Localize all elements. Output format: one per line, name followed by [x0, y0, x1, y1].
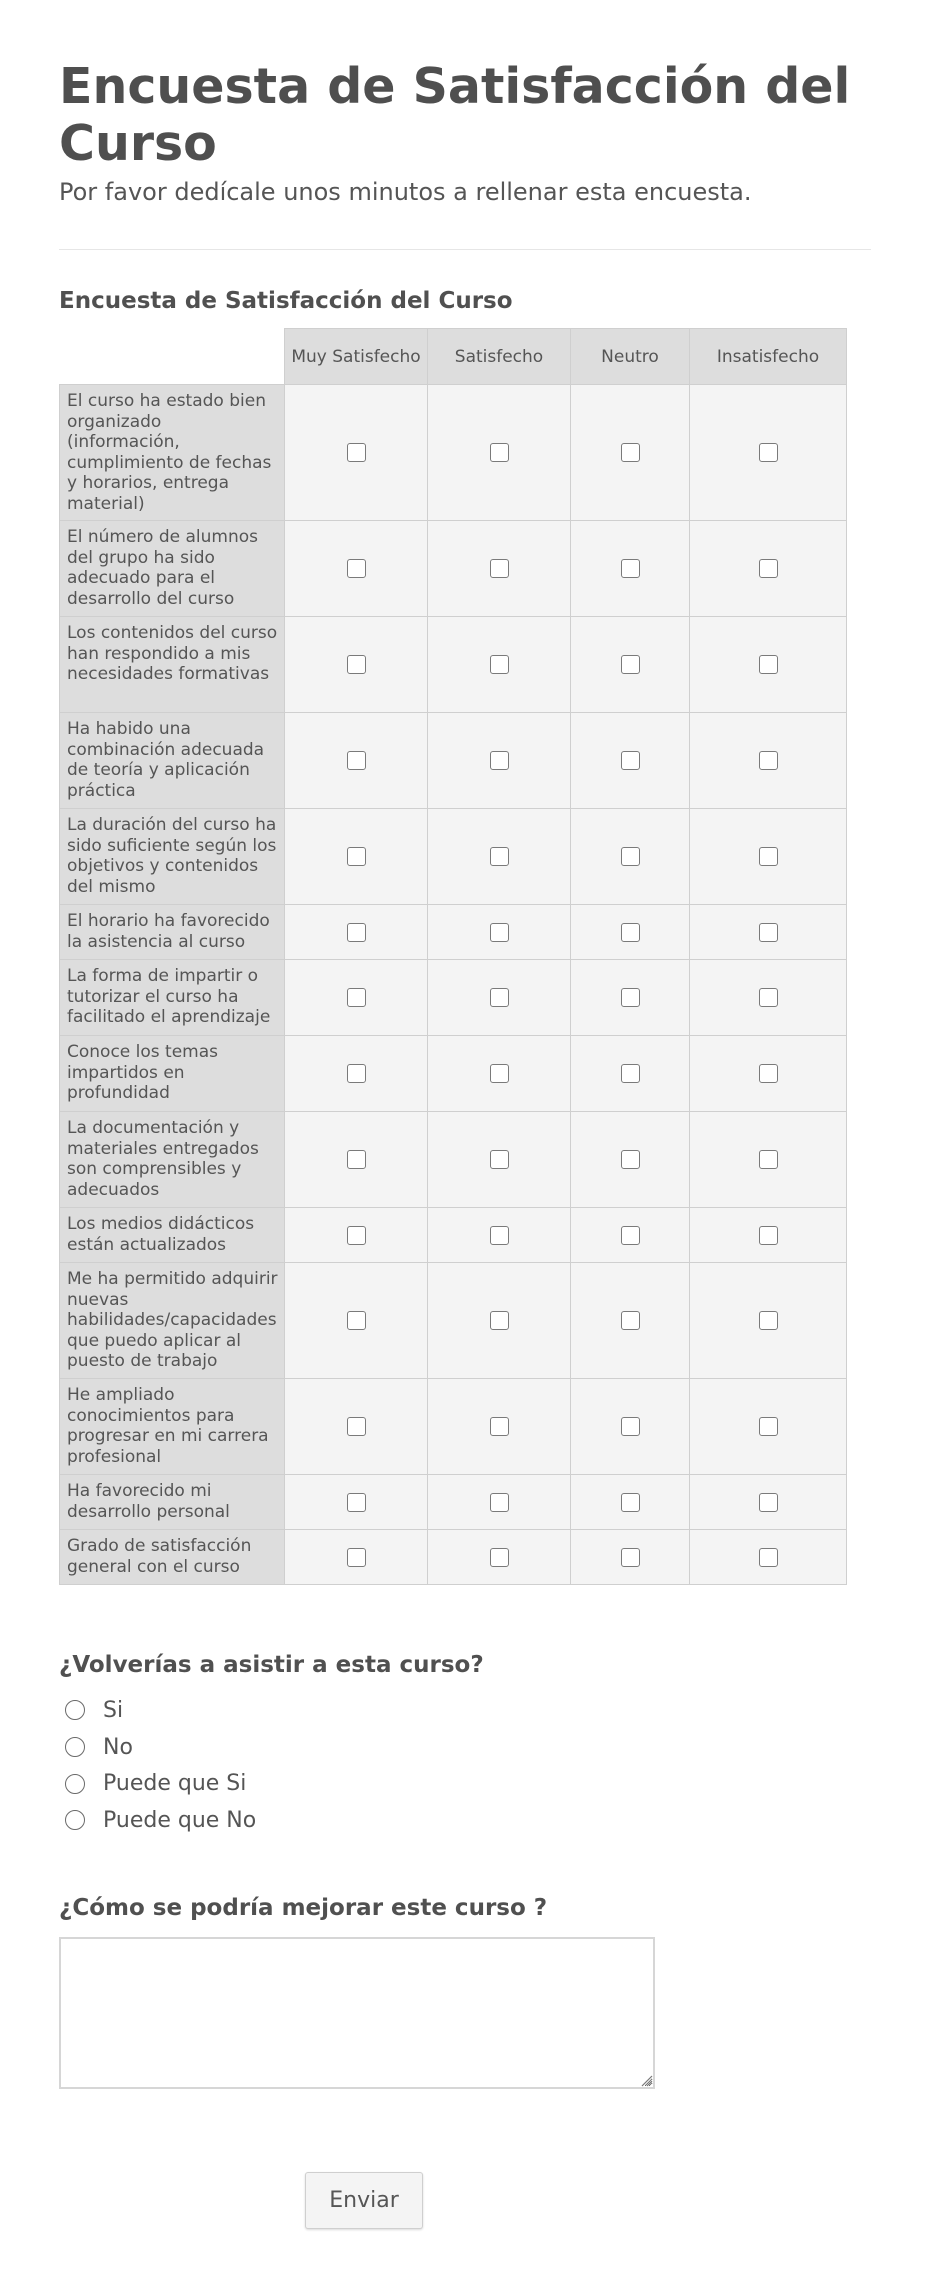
- matrix-column-header: Satisfecho: [428, 329, 571, 385]
- matrix-cell: [690, 1112, 847, 1208]
- matrix-cell: [285, 1112, 428, 1208]
- radio-button[interactable]: [65, 1774, 85, 1794]
- matrix-row: [60, 1530, 847, 1585]
- matrix-cell: [285, 385, 428, 521]
- radio-option-label: Puede que Si: [103, 1771, 247, 1797]
- matrix-cell: [571, 617, 690, 713]
- matrix-row-label: La documentación y materiales entregados son comprensibles y adecuados: [60, 1112, 285, 1208]
- matrix-checkbox[interactable]: [490, 443, 509, 462]
- matrix-cell: [428, 1379, 571, 1475]
- satisfaction-matrix: [59, 328, 847, 1585]
- matrix-checkbox[interactable]: [759, 847, 778, 866]
- matrix-cell: [571, 1475, 690, 1530]
- matrix-cell: [285, 1263, 428, 1379]
- matrix-checkbox[interactable]: [347, 847, 366, 866]
- matrix-checkbox[interactable]: [759, 751, 778, 770]
- matrix-cell: [428, 1475, 571, 1530]
- matrix-row-label: He ampliado conocimientos para progresar en mi carrera profesional: [60, 1379, 285, 1475]
- matrix-checkbox[interactable]: [759, 1226, 778, 1245]
- radio-option-label: Puede que No: [103, 1807, 257, 1833]
- matrix-checkbox[interactable]: [621, 923, 640, 942]
- matrix-cell: [571, 1208, 690, 1263]
- matrix-cell: [428, 1036, 571, 1112]
- matrix-cell: [428, 617, 571, 713]
- matrix-cell: [285, 960, 428, 1036]
- matrix-checkbox[interactable]: [759, 1150, 778, 1169]
- matrix-row: [60, 1112, 847, 1208]
- matrix-checkbox[interactable]: [621, 847, 640, 866]
- matrix-checkbox[interactable]: [621, 1417, 640, 1436]
- matrix-row: [60, 905, 847, 960]
- matrix-checkbox[interactable]: [759, 559, 778, 578]
- matrix-checkbox[interactable]: [621, 655, 640, 674]
- matrix-checkbox[interactable]: [759, 1417, 778, 1436]
- radio-option-label: Si: [103, 1697, 124, 1723]
- matrix-checkbox[interactable]: [490, 1311, 509, 1330]
- matrix-cell: [690, 1036, 847, 1112]
- matrix-row-label: Ha habido una combinación adecuada de teoría y aplicación práctica: [60, 713, 285, 809]
- matrix-checkbox[interactable]: [490, 1493, 509, 1512]
- matrix-row: [60, 713, 847, 809]
- matrix-checkbox[interactable]: [759, 1493, 778, 1512]
- matrix-body: [60, 385, 847, 1585]
- matrix-cell: [690, 713, 847, 809]
- matrix-cell: [285, 1208, 428, 1263]
- matrix-cell: [571, 521, 690, 617]
- matrix-checkbox[interactable]: [490, 1064, 509, 1083]
- matrix-cell: [285, 1036, 428, 1112]
- matrix-cell: [690, 385, 847, 521]
- matrix-row: [60, 809, 847, 905]
- matrix-row: [60, 617, 847, 713]
- matrix-cell: [571, 809, 690, 905]
- matrix-cell: [571, 1263, 690, 1379]
- matrix-cell: [285, 1379, 428, 1475]
- matrix-checkbox[interactable]: [759, 988, 778, 1007]
- radio-option[interactable]: [65, 1802, 256, 1839]
- matrix-row: [60, 385, 847, 521]
- matrix-checkbox[interactable]: [621, 988, 640, 1007]
- matrix-row-label: Ha favorecido mi desarrollo personal: [60, 1475, 285, 1530]
- matrix-cell: [428, 1263, 571, 1379]
- matrix-cell: [690, 1530, 847, 1585]
- matrix-cell: [285, 905, 428, 960]
- matrix-cell: [571, 713, 690, 809]
- submit-button[interactable]: Enviar: [305, 2172, 423, 2229]
- matrix-checkbox[interactable]: [621, 1064, 640, 1083]
- matrix-cell: [690, 960, 847, 1036]
- matrix-cell: [428, 1530, 571, 1585]
- matrix-checkbox[interactable]: [347, 1493, 366, 1512]
- matrix-cell: [428, 905, 571, 960]
- matrix-cell: [285, 809, 428, 905]
- matrix-checkbox[interactable]: [621, 1311, 640, 1330]
- matrix-checkbox[interactable]: [621, 443, 640, 462]
- radio-option-label: No: [103, 1734, 133, 1760]
- matrix-checkbox[interactable]: [347, 655, 366, 674]
- matrix-cell: [690, 1475, 847, 1530]
- matrix-cell: [690, 617, 847, 713]
- matrix-cell: [285, 1530, 428, 1585]
- radio-button[interactable]: [65, 1810, 85, 1830]
- radio-option[interactable]: [65, 1692, 256, 1729]
- matrix-checkbox[interactable]: [490, 847, 509, 866]
- matrix-column-header: Neutro: [571, 329, 690, 385]
- matrix-checkbox[interactable]: [759, 443, 778, 462]
- matrix-row: [60, 521, 847, 617]
- matrix-row: [60, 1379, 847, 1475]
- matrix-cell: [571, 905, 690, 960]
- matrix-cell: [571, 1112, 690, 1208]
- radio-option[interactable]: [65, 1729, 256, 1766]
- improve-course-textarea[interactable]: [59, 1937, 655, 2089]
- matrix-row-label: La forma de impartir o tutorizar el curso ha facilitado el aprendizaje: [60, 960, 285, 1036]
- matrix-checkbox[interactable]: [347, 1311, 366, 1330]
- matrix-cell: [690, 1208, 847, 1263]
- header-divider: [59, 249, 871, 250]
- matrix-cell: [571, 1530, 690, 1585]
- matrix-checkbox[interactable]: [347, 1226, 366, 1245]
- matrix-row-label: El número de alumnos del grupo ha sido adecuado para el desarrollo del curso: [60, 521, 285, 617]
- matrix-checkbox[interactable]: [347, 559, 366, 578]
- matrix-row: [60, 960, 847, 1036]
- matrix-checkbox[interactable]: [621, 1493, 640, 1512]
- matrix-row-label: Conoce los temas impartidos en profundidad: [60, 1036, 285, 1112]
- radio-option[interactable]: [65, 1765, 256, 1802]
- matrix-checkbox[interactable]: [759, 1064, 778, 1083]
- matrix-checkbox[interactable]: [490, 923, 509, 942]
- attend-again-radio-group: [65, 1692, 256, 1839]
- matrix-checkbox[interactable]: [759, 655, 778, 674]
- matrix-checkbox[interactable]: [490, 1417, 509, 1436]
- matrix-cell: [690, 1263, 847, 1379]
- matrix-checkbox[interactable]: [490, 1226, 509, 1245]
- matrix-corner-cell: [60, 329, 285, 385]
- page-subtitle: Por favor dedícale unos minutos a rellenar esta encuesta.: [59, 178, 752, 206]
- matrix-checkbox[interactable]: [347, 988, 366, 1007]
- matrix-question-label: Encuesta de Satisfacción del Curso: [59, 288, 513, 314]
- matrix-row: [60, 1036, 847, 1112]
- matrix-cell: [428, 1208, 571, 1263]
- matrix-column-header: Muy Satisfecho: [285, 329, 428, 385]
- matrix-checkbox[interactable]: [347, 1417, 366, 1436]
- matrix-checkbox[interactable]: [759, 1311, 778, 1330]
- matrix-cell: [428, 385, 571, 521]
- matrix-checkbox[interactable]: [347, 443, 366, 462]
- matrix-checkbox[interactable]: [490, 1150, 509, 1169]
- matrix-checkbox[interactable]: [621, 751, 640, 770]
- attend-again-label: ¿Volverías a asistir a esta curso?: [59, 1652, 484, 1678]
- improve-course-label: ¿Cómo se podría mejorar este curso ?: [59, 1895, 548, 1921]
- matrix-row-label: Grado de satisfacción general con el curso: [60, 1530, 285, 1585]
- matrix-checkbox[interactable]: [490, 751, 509, 770]
- matrix-checkbox[interactable]: [759, 923, 778, 942]
- matrix-row-label: El curso ha estado bien organizado (información, cumplimiento de fechas y horarios, entrega material): [60, 385, 285, 521]
- matrix-cell: [690, 905, 847, 960]
- matrix-checkbox[interactable]: [347, 1548, 366, 1567]
- page-title: Encuesta de Satisfacción del Curso: [59, 58, 851, 172]
- matrix-row-label: El horario ha favorecido la asistencia al curso: [60, 905, 285, 960]
- matrix-checkbox[interactable]: [347, 1150, 366, 1169]
- matrix-checkbox[interactable]: [347, 1064, 366, 1083]
- matrix-checkbox[interactable]: [490, 1548, 509, 1567]
- matrix-checkbox[interactable]: [621, 1548, 640, 1567]
- matrix-cell: [285, 521, 428, 617]
- matrix-row: [60, 1475, 847, 1530]
- matrix-cell: [285, 617, 428, 713]
- matrix-cell: [428, 1112, 571, 1208]
- matrix-checkbox[interactable]: [490, 655, 509, 674]
- matrix-column-header: Insatisfecho: [690, 329, 847, 385]
- matrix-cell: [428, 713, 571, 809]
- matrix-cell: [285, 713, 428, 809]
- matrix-cell: [690, 809, 847, 905]
- matrix-cell: [571, 385, 690, 521]
- matrix-cell: [428, 960, 571, 1036]
- radio-button[interactable]: [65, 1737, 85, 1757]
- matrix-row-label: Los medios didácticos están actualizados: [60, 1208, 285, 1263]
- matrix-cell: [690, 1379, 847, 1475]
- matrix-checkbox[interactable]: [490, 988, 509, 1007]
- matrix-row-label: Me ha permitido adquirir nuevas habilidades/capacidades que puedo aplicar al puesto de trabajo: [60, 1263, 285, 1379]
- matrix-cell: [571, 960, 690, 1036]
- matrix-checkbox[interactable]: [347, 751, 366, 770]
- matrix-cell: [571, 1036, 690, 1112]
- matrix-row: [60, 1263, 847, 1379]
- matrix-checkbox[interactable]: [347, 923, 366, 942]
- matrix-cell: [428, 521, 571, 617]
- matrix-header-row: [60, 329, 847, 385]
- matrix-checkbox[interactable]: [490, 559, 509, 578]
- matrix-cell: [571, 1379, 690, 1475]
- matrix-cell: [285, 1475, 428, 1530]
- matrix-row-label: La duración del curso ha sido suficiente según los objetivos y contenidos del mismo: [60, 809, 285, 905]
- matrix-row-label: Los contenidos del curso han respondido a mis necesidades formativas: [60, 617, 285, 713]
- matrix-checkbox[interactable]: [621, 1150, 640, 1169]
- matrix-checkbox[interactable]: [621, 559, 640, 578]
- matrix-cell: [428, 809, 571, 905]
- radio-button[interactable]: [65, 1700, 85, 1720]
- matrix-row: [60, 1208, 847, 1263]
- matrix-checkbox[interactable]: [621, 1226, 640, 1245]
- matrix-checkbox[interactable]: [759, 1548, 778, 1567]
- matrix-cell: [690, 521, 847, 617]
- form-header: [59, 58, 871, 207]
